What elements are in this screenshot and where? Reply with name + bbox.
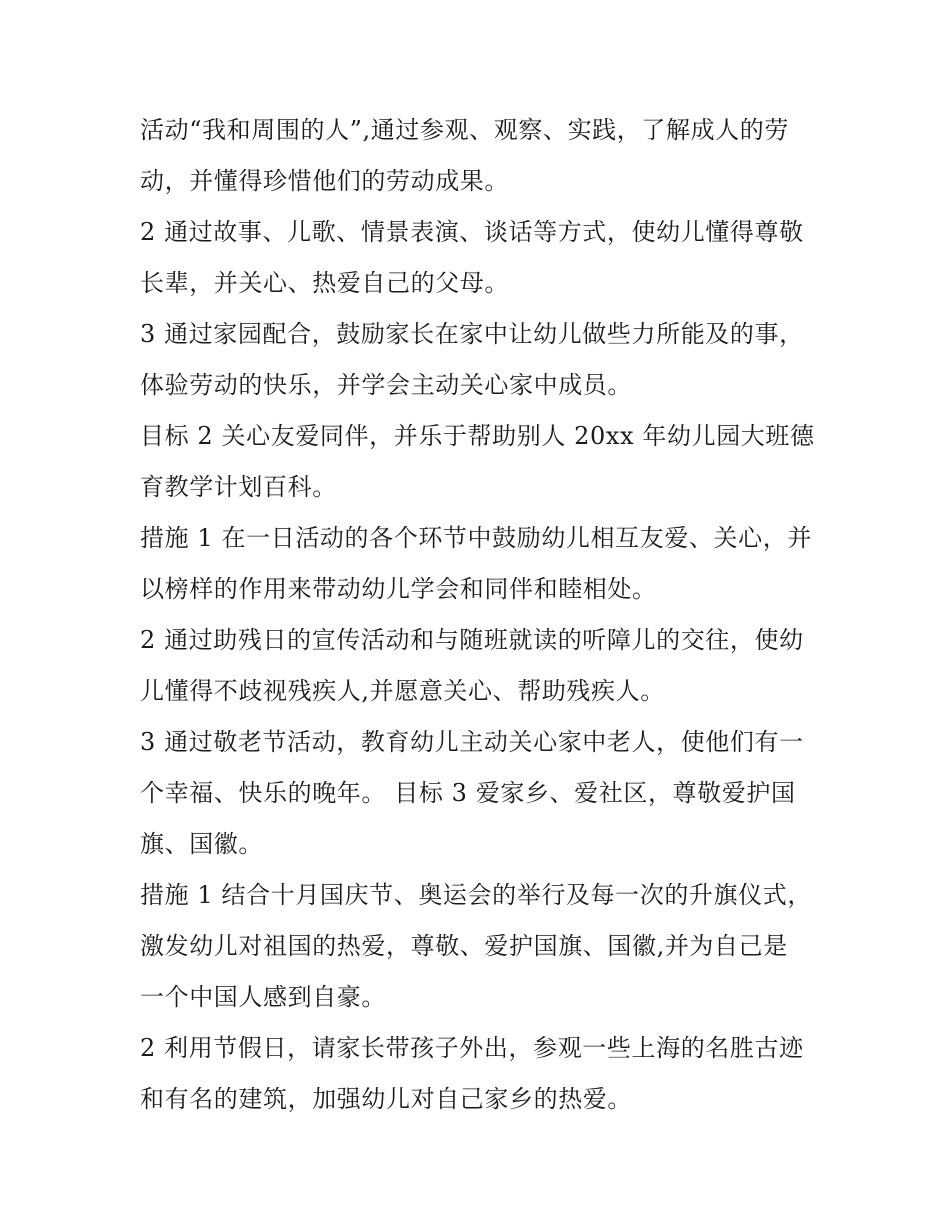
- text-line: 一个中国人感到自豪。: [140, 983, 386, 1011]
- text-line: 2 利用节假日，请家长带孩子外出，参观一些上海的名胜古迹: [140, 1034, 804, 1062]
- text-line: 个幸福、快乐的晚年。 目标 3 爱家乡、爱社区，尊敬爱护国: [140, 779, 796, 807]
- text-line: 旗、国徽。: [140, 830, 263, 858]
- text-line: 3 通过敬老节活动，教育幼儿主动关心家中老人，使他们有一: [140, 728, 804, 756]
- document-body: [140, 105, 815, 1125]
- text-line: 2 通过故事、儿歌、情景表演、谈话等方式，使幼儿懂得尊敬: [140, 218, 804, 246]
- text-line: 活动“我和周围的人”,通过参观、观察、实践，了解成人的劳: [140, 116, 789, 144]
- text-line: 和有名的建筑，加强幼儿对自己家乡的热爱。: [140, 1085, 632, 1113]
- text-line: 目标 2 关心友爱同伴，并乐于帮助别人 20xx 年幼儿园大班德: [140, 422, 815, 450]
- text-line: 措施 1 在一日活动的各个环节中鼓励幼儿相互友爱、关心，并: [140, 524, 812, 552]
- text-line: 长辈，并关心、热爱自己的父母。: [140, 269, 509, 297]
- text-line: 激发幼儿对祖国的热爱，尊敬、爱护国旗、国徽,并为自己是: [140, 932, 788, 960]
- text-line: 2 通过助残日的宣传活动和与随班就读的听障儿的交往，使幼: [140, 626, 804, 654]
- text-line: 动，并懂得珍惜他们的劳动成果。: [140, 167, 509, 195]
- text-line: 3 通过家园配合，鼓励家长在家中让幼儿做些力所能及的事，: [140, 320, 804, 348]
- text-line: 儿懂得不歧视残疾人,并愿意关心、帮助残疾人。: [140, 677, 665, 705]
- text-line: 育教学计划百科。: [140, 473, 337, 501]
- text-line: 措施 1 结合十月国庆节、奥运会的举行及每一次的升旗仪式，: [140, 881, 812, 909]
- text-line: 以榜样的作用来带动幼儿学会和同伴和睦相处。: [140, 575, 657, 603]
- text-line: 体验劳动的快乐，并学会主动关心家中成员。: [140, 371, 632, 399]
